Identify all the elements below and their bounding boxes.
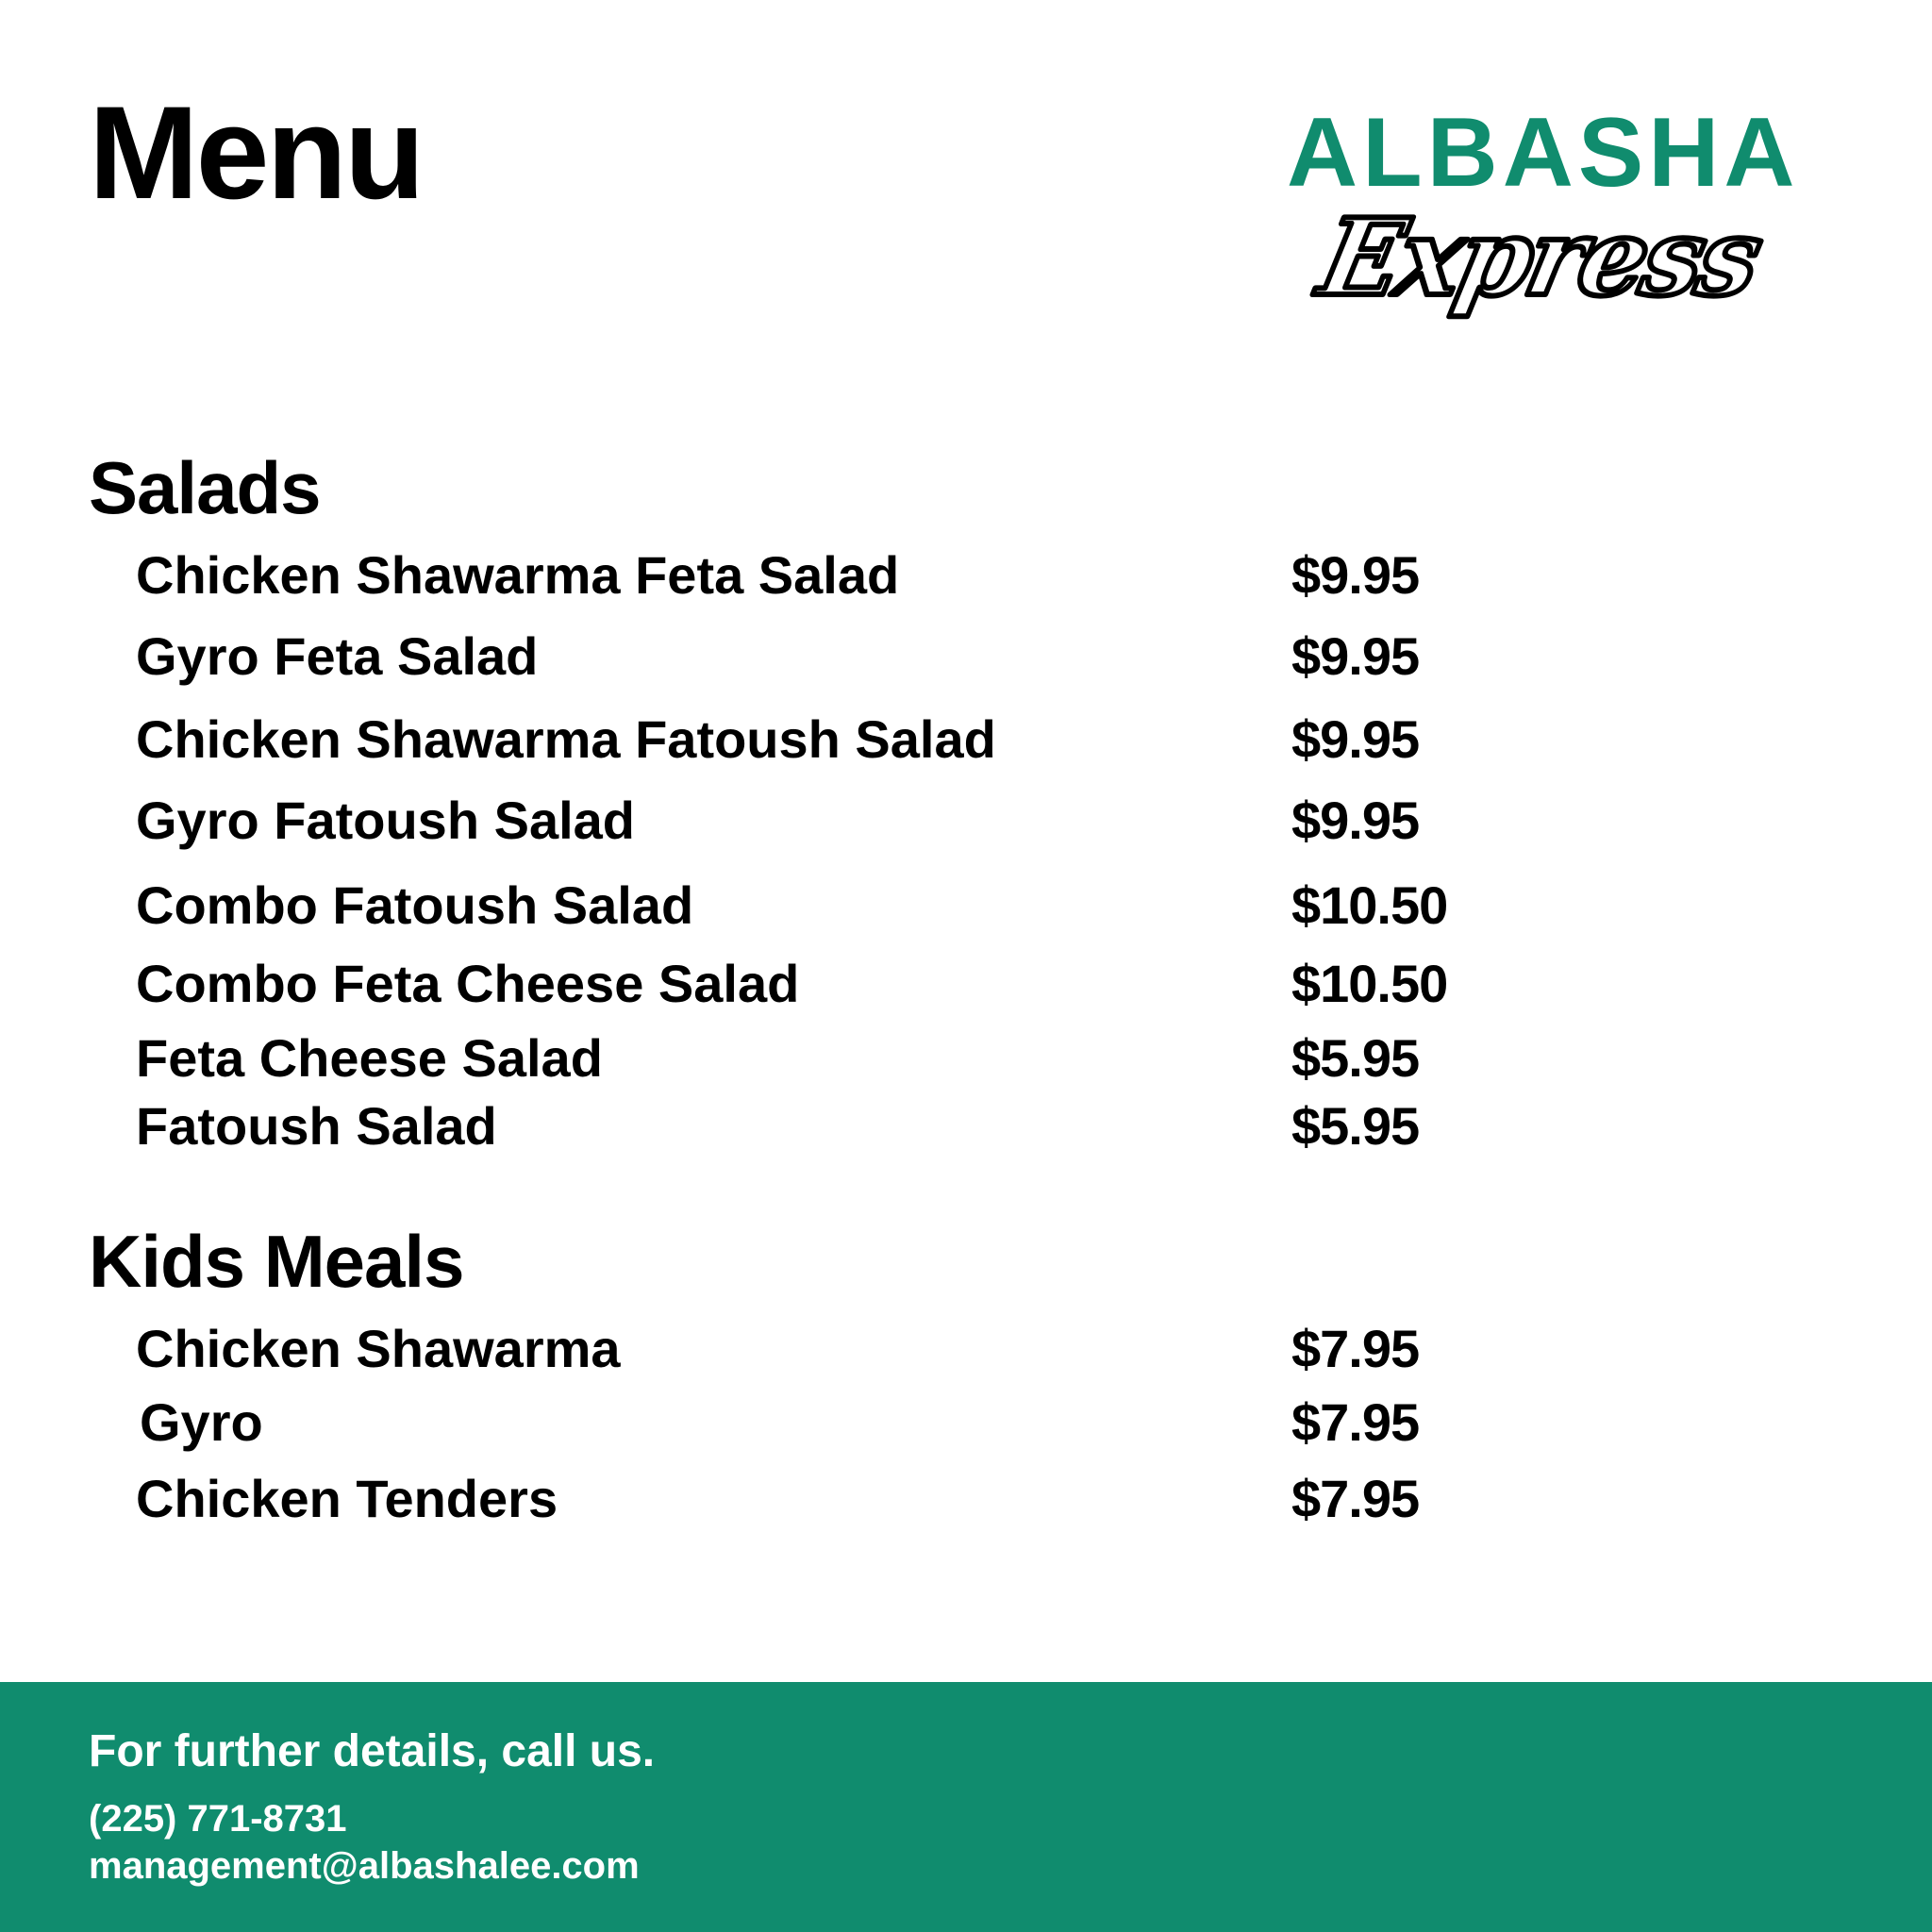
menu-item-name: Combo Feta Cheese Salad bbox=[136, 954, 800, 1013]
contact-footer bbox=[0, 1682, 1932, 1932]
menu-item bbox=[136, 1392, 1551, 1462]
logo-wordmark: ALBASHA bbox=[1287, 98, 1800, 208]
albasha-express-logo bbox=[1283, 98, 1858, 340]
menu-item bbox=[136, 545, 1551, 615]
menu-item-price: $7.95 bbox=[1291, 1392, 1420, 1452]
menu-item-price: $7.95 bbox=[1291, 1319, 1420, 1378]
menu-item-price: $5.95 bbox=[1291, 1096, 1420, 1156]
menu-item-name: Chicken Shawarma Fatoush Salad bbox=[136, 709, 996, 769]
svg-text:Express: Express bbox=[1309, 195, 1770, 320]
menu-item bbox=[136, 1028, 1551, 1098]
section-heading-salads: Salads bbox=[89, 446, 321, 529]
footer-email[interactable]: management@albashalee.com bbox=[89, 1845, 640, 1887]
menu-item-price: $9.95 bbox=[1291, 545, 1420, 605]
menu-item bbox=[136, 1319, 1551, 1389]
menu-item bbox=[136, 1469, 1551, 1539]
menu-item-name: Gyro Fatoush Salad bbox=[136, 791, 635, 850]
section-heading-kids-meals: Kids Meals bbox=[89, 1220, 464, 1303]
footer-phone[interactable]: (225) 771-8731 bbox=[89, 1798, 347, 1840]
page-title: Menu bbox=[89, 78, 423, 226]
menu-item-price: $10.50 bbox=[1291, 954, 1448, 1013]
menu-item bbox=[136, 875, 1551, 945]
menu-item-name: Fatoush Salad bbox=[136, 1096, 497, 1156]
menu-item-name: Combo Fatoush Salad bbox=[136, 875, 694, 935]
menu-item bbox=[136, 791, 1551, 860]
menu-item-price: $10.50 bbox=[1291, 875, 1448, 935]
menu-item-name: Feta Cheese Salad bbox=[136, 1028, 603, 1088]
menu-item bbox=[136, 709, 1551, 779]
menu-item-name: Gyro bbox=[140, 1392, 263, 1452]
menu-item bbox=[136, 626, 1551, 696]
menu-item-name: Chicken Tenders bbox=[136, 1469, 558, 1528]
menu-item-name: Chicken Shawarma bbox=[136, 1319, 621, 1378]
menu-item-name: Gyro Feta Salad bbox=[136, 626, 539, 686]
menu-item-price: $5.95 bbox=[1291, 1028, 1420, 1088]
logo-script-express bbox=[1283, 189, 1811, 340]
menu-item-name: Chicken Shawarma Feta Salad bbox=[136, 545, 900, 605]
menu-item bbox=[136, 1096, 1551, 1166]
footer-call-to-action: For further details, call us. bbox=[89, 1726, 656, 1776]
menu-item-price: $9.95 bbox=[1291, 709, 1420, 769]
menu-item-price: $9.95 bbox=[1291, 626, 1420, 686]
menu-item bbox=[136, 954, 1551, 1024]
menu-item-price: $7.95 bbox=[1291, 1469, 1420, 1528]
menu-item-price: $9.95 bbox=[1291, 791, 1420, 850]
